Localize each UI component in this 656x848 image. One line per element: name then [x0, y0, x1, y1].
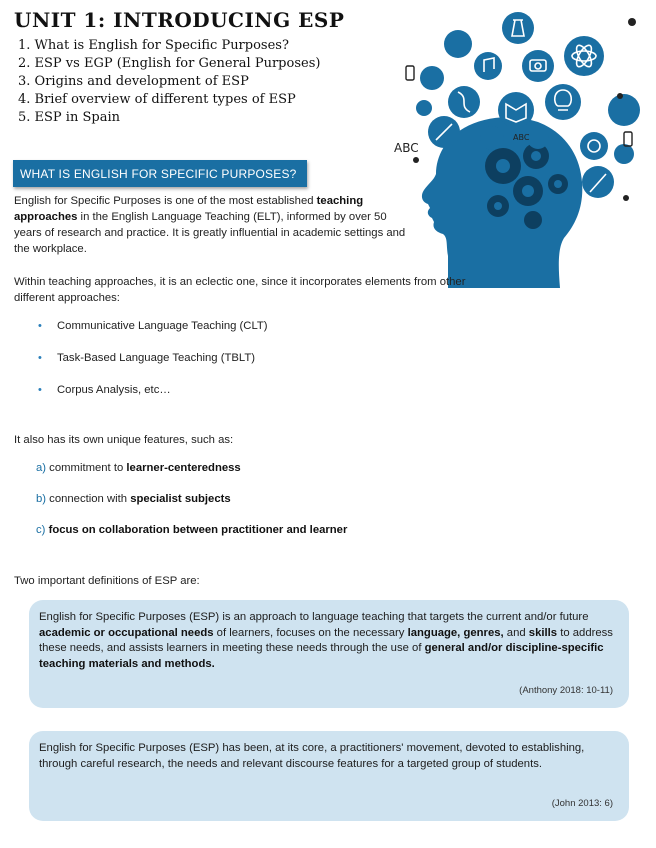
quote-citation: (Anthony 2018: 10-11) — [519, 684, 613, 696]
toc-item: 3. Origins and development of ESP — [18, 74, 249, 89]
toc-item: 2. ESP vs EGP (English for General Purposes) — [18, 56, 321, 71]
head-science-icons-illustration — [388, 6, 650, 288]
phone-icon — [406, 66, 414, 80]
quote-citation: (John 2013: 6) — [551, 797, 613, 809]
music-note-icon — [474, 52, 502, 80]
approaches-list — [38, 320, 268, 416]
list-item: • Task-Based Language Teaching (TBLT) — [38, 352, 256, 364]
tool-icon — [480, 126, 504, 150]
list-item: • Communicative Language Teaching (CLT) — [38, 320, 268, 332]
unit-title: UNIT 1: INTRODUCING ESP — [14, 8, 345, 32]
bullet-icon: • — [38, 352, 42, 364]
planet-icon — [580, 132, 608, 160]
toc-item: 4. Brief overview of different types of ESP — [18, 92, 296, 107]
bullet-icon: • — [38, 384, 42, 396]
flask-icon — [502, 12, 534, 44]
toc-item: 1. What is English for Specific Purposes? — [18, 38, 289, 53]
palette-icon — [608, 94, 640, 126]
abc-label: ABC — [394, 141, 419, 155]
approaches-intro: Within teaching approaches, it is an eclectic one, since it incorporates elements from other different approaches: — [14, 276, 466, 304]
list-item: a) commitment to learner-centeredness — [36, 462, 241, 474]
gear-bubble-icon — [614, 144, 634, 164]
table-of-contents — [18, 37, 320, 127]
quote-text: English for Specific Purposes (ESP) has been, at its core, a practitioners' movement, devoted to establishing, through careful research, the needs and relevant discourse features for a targeted group of students. — [39, 742, 585, 770]
features-list — [36, 462, 347, 555]
list-item: c) focus on collaboration between practitioner and learner — [36, 524, 348, 536]
quote-text: English for Specific Purposes (ESP) is an approach to language teaching that targets the current and/or future academic or occupational needs of learners, focuses on the necessary language, genres, and skills to address these needs, and assists learners in meeting these needs through the use of general and/or discipline-specific teaching materials and methods. — [39, 611, 613, 670]
definition-quote-anthony — [29, 600, 629, 708]
definitions-intro: Two important definitions of ESP are: — [14, 575, 200, 587]
laptop-icon — [444, 30, 472, 58]
microscope-icon — [527, 127, 549, 149]
sun-icon — [628, 18, 636, 26]
intro-paragraph: English for Specific Purposes is one of the most established teaching approaches in the English Language Teaching (ELT), informed by over 50 years of research and practice. It is greatly influential in academic settings and the workplace. — [14, 195, 406, 255]
definition-quote-john — [29, 731, 629, 821]
svg-text:ABC: ABC — [513, 133, 530, 142]
phone-icon — [624, 132, 632, 146]
gear-icon — [524, 211, 542, 229]
section-banner: WHAT IS ENGLISH FOR SPECIFIC PURPOSES? — [13, 160, 307, 187]
toc-item: 5. ESP in Spain — [18, 110, 120, 125]
list-item: b) connection with specialist subjects — [36, 493, 231, 505]
camera-icon — [522, 50, 554, 82]
book-small-icon — [416, 100, 432, 116]
bullet-icon: • — [38, 320, 42, 332]
atom-icon — [564, 36, 604, 76]
list-item: • Corpus Analysis, etc… — [38, 384, 171, 396]
features-intro: It also has its own unique features, such as: — [14, 434, 234, 446]
globe-icon — [420, 66, 444, 90]
